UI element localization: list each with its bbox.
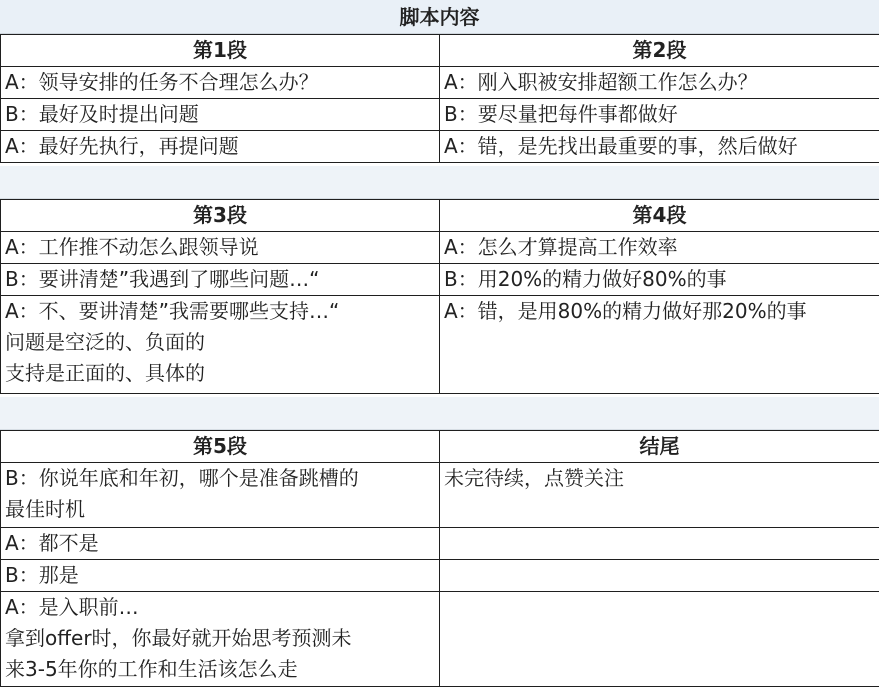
- dialogue-cell-multiline: [1, 592, 440, 687]
- segment-table-2: [0, 199, 879, 394]
- dialogue-line: 问题是空泛的、负面的: [5, 330, 205, 354]
- segment-header-1: 第1段: [1, 35, 440, 67]
- table-row: [1, 232, 879, 264]
- segment-header-4: 第4段: [440, 200, 879, 232]
- dialogue-cell-multiline: [1, 463, 440, 528]
- segment-header-2: 第2段: [440, 35, 879, 67]
- dialogue-cell: A：错，是先找出最重要的事，然后做好: [440, 131, 879, 163]
- table-row: [1, 592, 879, 687]
- sheet-title: 脚本内容: [0, 0, 879, 34]
- dialogue-cell: B：要讲清楚”我遇到了哪些问题…“: [1, 264, 440, 296]
- table-row: [1, 99, 879, 131]
- segment-header-3: 第3段: [1, 200, 440, 232]
- table-row: [1, 463, 879, 528]
- table-header-row: [1, 35, 879, 67]
- dialogue-cell: B：要尽量把每件事都做好: [440, 99, 879, 131]
- table-header-row: [1, 200, 879, 232]
- dialogue-line: 最佳时机: [5, 497, 85, 521]
- segment-header-5: 第5段: [1, 431, 440, 463]
- table-row: [1, 131, 879, 163]
- dialogue-line: A：不、要讲清楚”我需要哪些支持…“: [5, 299, 340, 323]
- dialogue-cell: A：工作推不动怎么跟领导说: [1, 232, 440, 264]
- table-row: [1, 67, 879, 99]
- ending-header: 结尾: [440, 431, 879, 463]
- dialogue-cell: B：用20%的精力做好80%的事: [440, 264, 879, 296]
- dialogue-line: 支持是正面的、具体的: [5, 361, 205, 385]
- table-row: [1, 560, 879, 592]
- table-row: [1, 528, 879, 560]
- dialogue-cell: A：最好先执行，再提问题: [1, 131, 440, 163]
- dialogue-line: 来3-5年你的工作和生活该怎么走: [5, 657, 298, 681]
- empty-cell: [440, 528, 879, 560]
- empty-cell: [440, 560, 879, 592]
- dialogue-line: A：是入职前…: [5, 595, 139, 619]
- dialogue-line: 拿到offer时，你最好就开始思考预测未: [5, 626, 352, 650]
- spacer-row: [0, 397, 879, 430]
- ending-cell: 未完待续，点赞关注: [440, 463, 879, 528]
- dialogue-cell: A：刚入职被安排超额工作怎么办？: [440, 67, 879, 99]
- dialogue-cell: A：错，是用80%的精力做好那20%的事: [440, 296, 879, 394]
- dialogue-cell: A：都不是: [1, 528, 440, 560]
- table-row: [1, 264, 879, 296]
- dialogue-cell: B：那是: [1, 560, 440, 592]
- dialogue-cell: B：最好及时提出问题: [1, 99, 440, 131]
- segment-table-1: [0, 34, 879, 163]
- table-header-row: [1, 431, 879, 463]
- spacer-row: [0, 166, 879, 199]
- empty-cell: [440, 592, 879, 687]
- dialogue-cell-multiline: [1, 296, 440, 394]
- segment-table-3: [0, 430, 879, 687]
- table-row: [1, 296, 879, 394]
- dialogue-cell: A：怎么才算提高工作效率: [440, 232, 879, 264]
- dialogue-cell: A：领导安排的任务不合理怎么办？: [1, 67, 440, 99]
- dialogue-line: B：你说年底和年初，哪个是准备跳槽的: [5, 466, 359, 490]
